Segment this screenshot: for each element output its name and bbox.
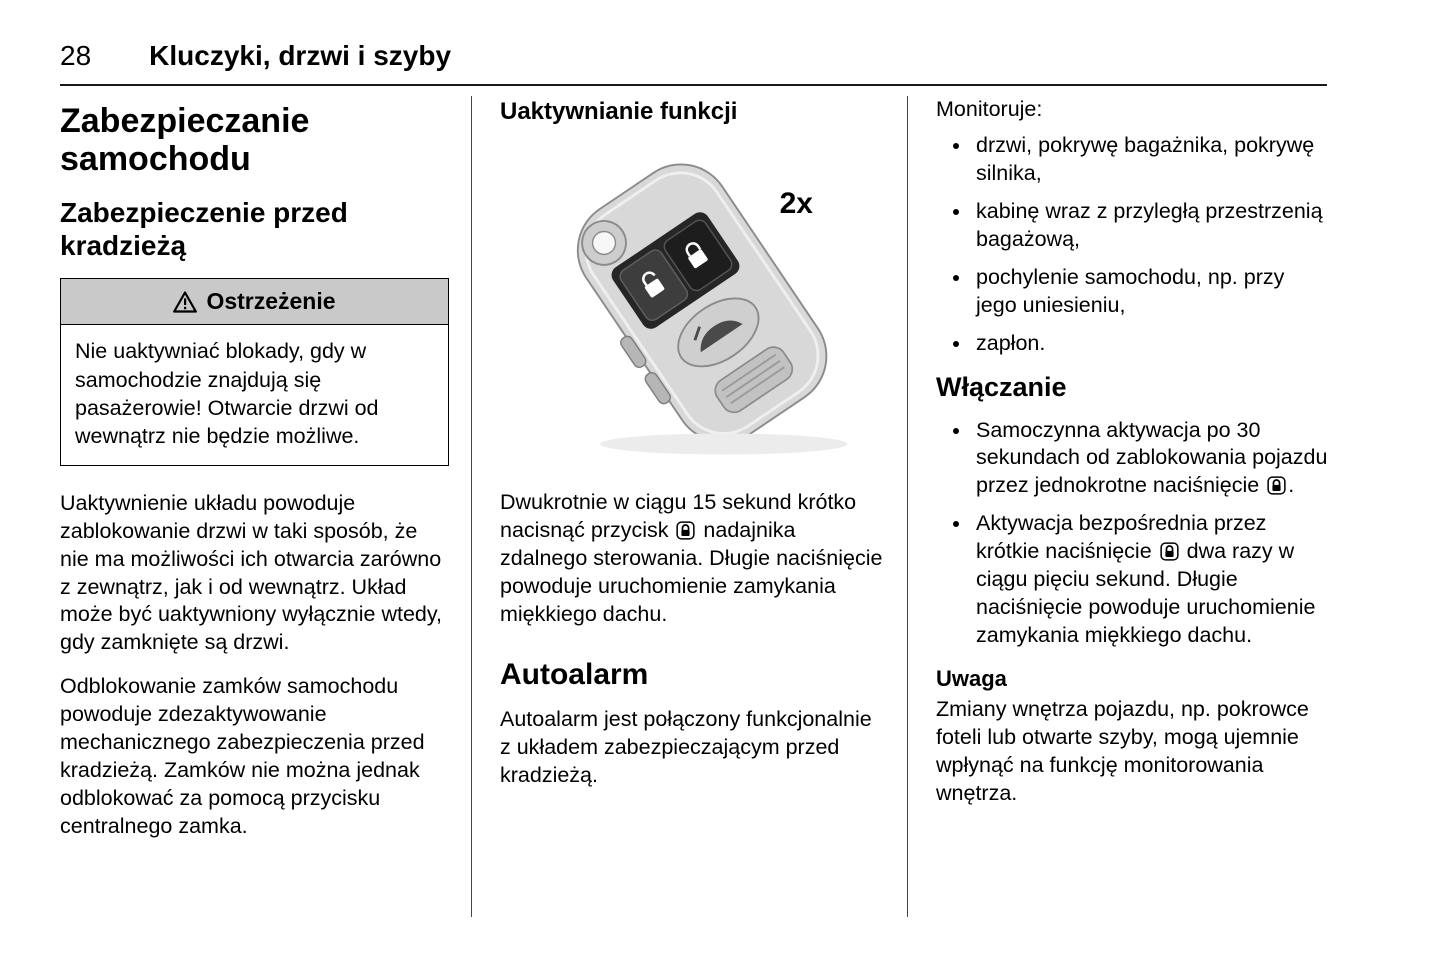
key-fob-figure	[500, 139, 887, 469]
lock-button-icon	[676, 521, 695, 540]
paragraph-text: Dwukrotnie w ciągu 15 sekund krótko nacisnąć przycisk	[500, 489, 857, 542]
subsection-title-wlaczanie: Włączanie	[936, 371, 1067, 402]
body-paragraph: Autoalarm jest połączony funkcjonalnie z układem zabezpieczającym przed kradzieżą.	[500, 707, 872, 788]
lock-button-icon	[1267, 476, 1286, 495]
list-item: • kabinę wraz z przyległą przestrzenią bagażową,	[972, 198, 1330, 254]
body-paragraph	[500, 489, 887, 629]
note-title: Uwaga	[936, 666, 1007, 691]
chapter-title: Kluczyki, drzwi i szyby	[149, 40, 452, 71]
activation-list	[936, 417, 1330, 651]
press-count-label: 2x	[779, 186, 813, 220]
page-content	[60, 96, 1390, 917]
column-middle	[472, 96, 908, 917]
monitors-list	[936, 132, 1330, 358]
section-title-autoalarm: Autoalarm	[500, 658, 649, 692]
column-left	[60, 96, 472, 917]
subsection-title: Zabezpieczenie przed kradzieżą	[60, 197, 348, 262]
list-item-text: dwa razy w ciągu pięciu sekund. Długie naciśnięcie powoduje uruchomienie zamykania miękkiego dachu.	[976, 539, 1316, 648]
paragraph-text: nadajnika zdalnego sterowania. Długie naciśnięcie powoduje uruchomienie zamykania miękkiego dachu.	[500, 517, 883, 626]
list-item-text: .	[1288, 473, 1295, 498]
warning-header	[61, 279, 448, 325]
warning-triangle-icon	[173, 291, 197, 313]
list-item	[972, 510, 1330, 650]
section-title: Zabezpieczanie samochodu	[60, 102, 310, 179]
page-header	[60, 40, 1327, 86]
list-item: • drzwi, pokrywę bagażnika, pokrywę silnika,	[972, 132, 1330, 188]
key-fob-illustration	[500, 139, 900, 469]
list-item-text: Samoczynna aktywacja po 30 sekundach od zablokowania pojazdu przez jednokrotne naciśnięcie	[976, 417, 1328, 498]
note-text: Zmiany wnętrza pojazdu, np. pokrowce foteli lub otwarte szyby, mogą ujemnie wpłynąć na funkcję monitorowania wnętrza.	[936, 697, 1309, 805]
list-item-text: Aktywacja bezpośrednia przez krótkie naciśnięcie	[976, 511, 1267, 564]
column-right	[908, 96, 1390, 917]
body-paragraph: Uaktywnienie układu powoduje zablokowanie drzwi w taki sposób, że nie ma możliwości ich otwarcia zarówno z zewnątrz, jak i od wewnątrz. Układ może być uaktywniony wyłącznie wtedy, gdy zamknięte są drzwi.	[60, 490, 442, 655]
warning-label: Ostrzeżenie	[206, 288, 336, 315]
list-item: • pochylenie samochodu, np. przy jego uniesieniu,	[972, 264, 1330, 320]
body-paragraph: Odblokowanie zamków samochodu powoduje zdezaktywowanie mechanicznego zabezpieczenia przed kradzieżą. Zamków nie można jednak odblokować za pomocą przycisku centralnego zamka.	[60, 674, 425, 839]
list-item	[972, 417, 1330, 501]
lock-button-icon	[1160, 542, 1179, 561]
monitors-label: Monitoruje:	[936, 97, 1043, 121]
list-item: • zapłon.	[972, 330, 1330, 358]
warning-text: Nie uaktywniać blokady, gdy w samochodzie znajdują się pasażerowie! Otwarcie drzwi od wewnątrz nie będzie możliwe.	[75, 339, 379, 449]
subsection-title: Uaktywnianie funkcji	[500, 98, 738, 125]
warning-box	[60, 278, 449, 466]
page-number: 28	[60, 40, 92, 71]
